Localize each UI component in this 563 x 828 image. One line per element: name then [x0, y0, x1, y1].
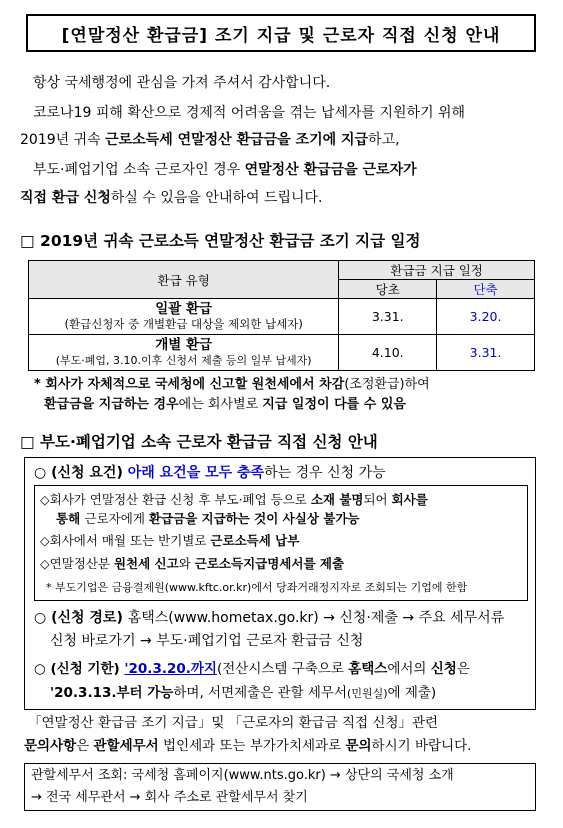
intro-line-4: 부도·폐업기업 소속 근로자인 경우 연말정산 환급금을 근로자가 [33, 162, 417, 178]
requirement-line: ○ (신청 요건) 아래 요건을 모두 충족하는 경우 신청 가능 [34, 465, 386, 481]
condition-footnote: * 부도기업은 금융결제원(www.kftc.or.kr)에서 당좌거래정지자로 조회되는 기업에 한함 [46, 581, 468, 594]
inquiry-line-1: 「연말정산 환급금 조기 지급」및 「근로자의 환급금 직접 신청」관련 [28, 715, 439, 731]
col-type-header: 환급 유형 [29, 261, 339, 299]
col-orig-header: 당초 [339, 280, 437, 299]
route-line-2: 신청 바로가기 → 부도·폐업기업 근로자 환급금 신청 [50, 633, 364, 649]
deadline-line: ○ (신청 기한) '20.3.20.까지(전산시스템 구축으로 홈택스에서의 신청은 [34, 661, 470, 677]
lookup-line-2: → 전국 세무관서 → 회사 주소로 관할세무서 찾기 [31, 790, 308, 805]
intro-line-1: 항상 국세행정에 관심을 가져 주셔서 감사합니다. [33, 75, 331, 91]
condition-1: ◇회사가 연말정산 환급 신청 후 부도·폐업 등으로 소재 불명되어 회사를 [40, 492, 428, 507]
tax-office-lookup-box [24, 763, 536, 811]
col-short-header: 단축 [437, 280, 535, 299]
route-line: ○ (신청 경로) 홈택스(www.hometax.go.kr) → 신청·제출 → 주요 세무서류 [34, 610, 505, 626]
schedule-note-1: * 회사가 자체적으로 국세청에 신고할 원천세에서 차감(조정환급)하여 [34, 377, 430, 392]
page-title: [연말정산 환급금] 조기 지급 및 근로자 직접 신청 안내 [26, 14, 536, 52]
condition-2: ◇회사에서 매월 또는 반기별로 근로소득세 납부 [40, 533, 300, 548]
intro-line-2: 코로나19 피해 확산으로 경제적 어려움을 겪는 납세자를 지원하기 위해 [33, 105, 466, 121]
section1-heading: □ 2019년 귀속 근로소득 연말정산 환급금 조기 지급 일정 [20, 232, 421, 250]
intro-line-5: 직접 환급 신청하실 수 있음을 안내하여 드립니다. [20, 190, 323, 206]
condition-1b: 통해 근로자에게 환급금을 지급하는 것이 사실상 불가능 [56, 511, 360, 526]
deadline-line-2: '20.3.13.부터 가능하며, 서면제출은 관할 세무서(민원실)에 제출) [50, 685, 437, 701]
section2-heading: □ 부도·폐업기업 소속 근로자 환급금 직접 신청 안내 [20, 433, 378, 451]
schedule-note-2: 환급금을 지급하는 경우에는 회사별로 지급 일정이 다를 수 있음 [44, 397, 406, 412]
inquiry-line-2: 문의사항은 관할세무서 법인세과 또는 부가가치세과로 문의하시기 바랍니다. [24, 738, 472, 754]
condition-3: ◇연말정산분 원천세 신고와 근로소득지급명세서를 제출 [40, 556, 345, 571]
lookup-line-1: 관할세무서 조회: 국세청 홈페이지(www.nts.go.kr) → 상단의 국세청 소개 [31, 768, 454, 783]
intro-line-3: 2019년 귀속 근로소득세 연말정산 환급금을 조기에 지급하고, [20, 132, 400, 148]
table-row: 개별 환급 (부도·폐업, 3.10.이후 신청서 제출 등의 일부 납세자) 4.10. 3.31. [29, 335, 535, 371]
schedule-table [28, 260, 535, 371]
col-schedule-header: 환급금 지급 일정 [339, 261, 535, 280]
table-row: 일괄 환급 (환급신청자 중 개별환급 대상을 제외한 납세자) 3.31. 3.20. [29, 299, 535, 335]
